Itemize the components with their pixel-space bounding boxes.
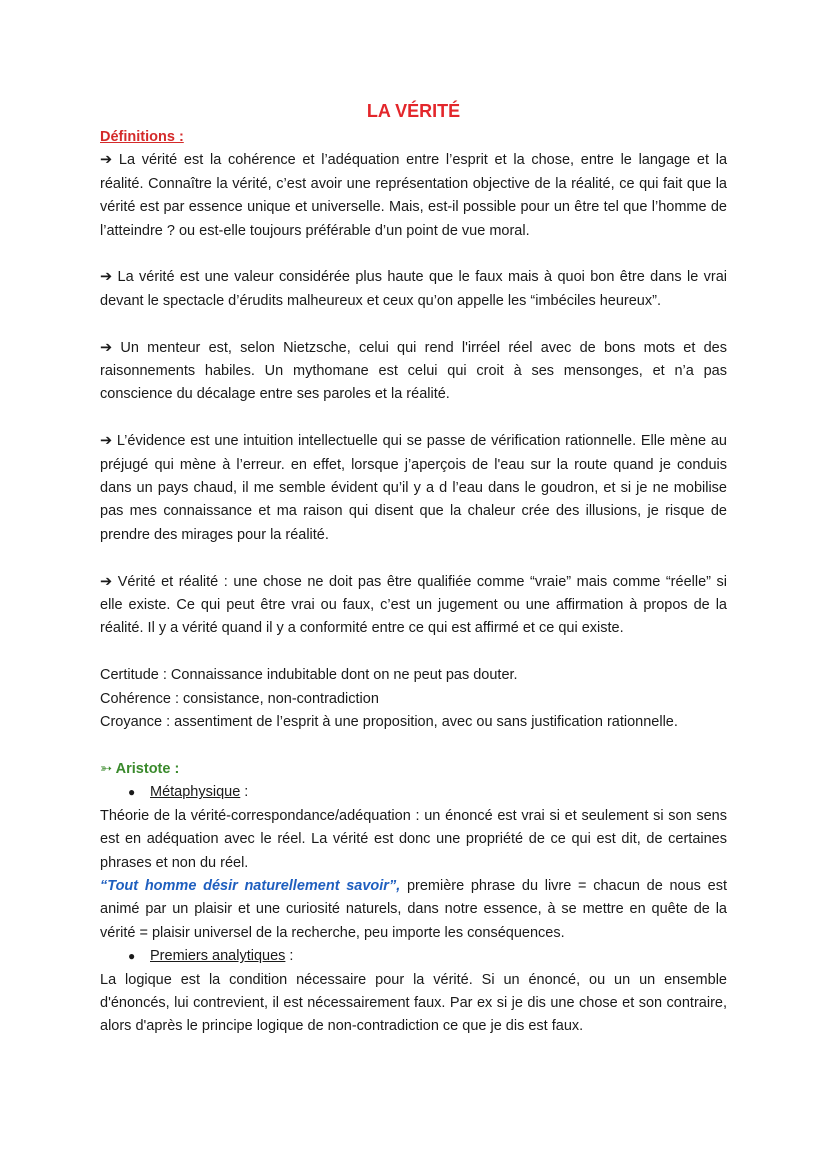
analytiques-label: Premiers analytiques [150, 948, 286, 965]
definition-paragraph-2 [100, 266, 727, 313]
bullet-icon: ● [128, 949, 136, 964]
arrow-icon: ➔ [100, 339, 113, 356]
paragraph-text: La vérité est une valeur considérée plus haute que le faux mais à quoi bon être dans le vrai devant le spectacle d’érudits malheureux et ceux qu’on appelle les “imbéciles heureux”. [100, 269, 728, 309]
glossary-certitude: Certitude : Connaissance indubitable dont on ne peut pas douter. [100, 667, 518, 684]
paragraph-text: L’évidence est une intuition intellectuelle qui se passe de vérification rationnelle. Elle mène au préjugé qui mène à l’erreur. en effet, lorsque j’aperçois de l'eau sur la route quand je conduis dans un pays chaud, il me semble évident qu’il y a d l’eau dans le goudron, et si je ne mobilise pas mes connaissance et ma raison qui disent que la chaleur crée des illusions, je risque de prendre des mirages pour la réalité. [100, 433, 727, 543]
aristote-quote: “Tout homme désir naturellement savoir”, [100, 877, 401, 894]
definition-paragraph-3 [100, 337, 727, 407]
document-page [100, 98, 727, 1039]
definition-paragraph-4 [100, 430, 727, 547]
definitions-heading: Définitions : [100, 129, 184, 145]
bullet-premiers-analytiques [100, 945, 727, 968]
page-title: LA VÉRITÉ [366, 101, 461, 121]
metaphysique-quote-paragraph [100, 875, 727, 945]
bullet-icon: ● [128, 785, 136, 800]
glossary-coherence: Cohérence : consistance, non-contradiction [100, 690, 379, 707]
double-arrow-icon: ➳ [100, 760, 113, 777]
quote-explanation: première phrase du livre = chacun de nous est animé par un plaisir et une curiosité naturels, dans notre essence, à se mettre en quête de la vérité = plaisir universel de la recherche, peu importe les conséquences. [100, 877, 727, 941]
glossary-croyance: Croyance : assentiment de l’esprit à une proposition, avec ou sans justification rationnelle. [100, 714, 678, 731]
metaphysique-label: Métaphysique [150, 784, 241, 801]
paragraph-text: Un menteur est, selon Nietzsche, celui qui rend l'irréel réel avec de bons mots et des raisonnements habiles. Un mythomane est celui qui croit à ses mensonges, et n’a pas conscience du décalage entre ses paroles et la réalité. [100, 339, 727, 403]
definition-paragraph-5 [100, 571, 727, 641]
bullet-metaphysique [100, 781, 727, 804]
analytiques-text: La logique est la condition nécessaire pour la vérité. Si un énoncé, ou un un ensemble d'énoncés, lui contrevient, il est nécessairement faux. Par ex si je dis une chose et son contraire, alors d'après le principe logique de non-contradiction ce que je dis est faux. [100, 971, 727, 1035]
aristote-heading [100, 758, 727, 781]
metaphysique-text: Théorie de la vérité-correspondance/adéquation : un énoncé est vrai si et seulement si son sens est en adéquation avec le réel. La vérité est donc une propriété de ce qui est dit, de certaines phrases et non du réel. [100, 807, 727, 871]
definition-paragraph-1 [100, 149, 727, 243]
aristote-heading-label: Aristote : [115, 760, 180, 777]
paragraph-text: La vérité est la cohérence et l’adéquation entre l’esprit et la chose, entre le langage et la réalité. Connaître la vérité, c’est avoir une représentation objective de la réalité, ce qui fait que la vérité est par essence unique et universelle. Mais, est-il possible pour un être tel que l’homme de l’atteindre ? ou est-elle toujours préférable d’un point de vue moral. [100, 152, 728, 239]
arrow-icon: ➔ [100, 573, 113, 590]
analytiques-suffix: : [285, 948, 294, 965]
metaphysique-suffix: : [240, 784, 249, 801]
arrow-icon: ➔ [100, 269, 113, 286]
paragraph-text: Vérité et réalité : une chose ne doit pas être qualifiée comme “vraie” mais comme “réelle” si elle existe. Ce qui peut être vrai ou faux, c’est un jugement ou une affirmation à propos de la réalité. Il y a vérité quand il y a conformité entre ce qui est affirmé et ce qui existe. [100, 573, 727, 637]
arrow-icon: ➔ [100, 152, 113, 169]
arrow-icon: ➔ [100, 433, 113, 450]
